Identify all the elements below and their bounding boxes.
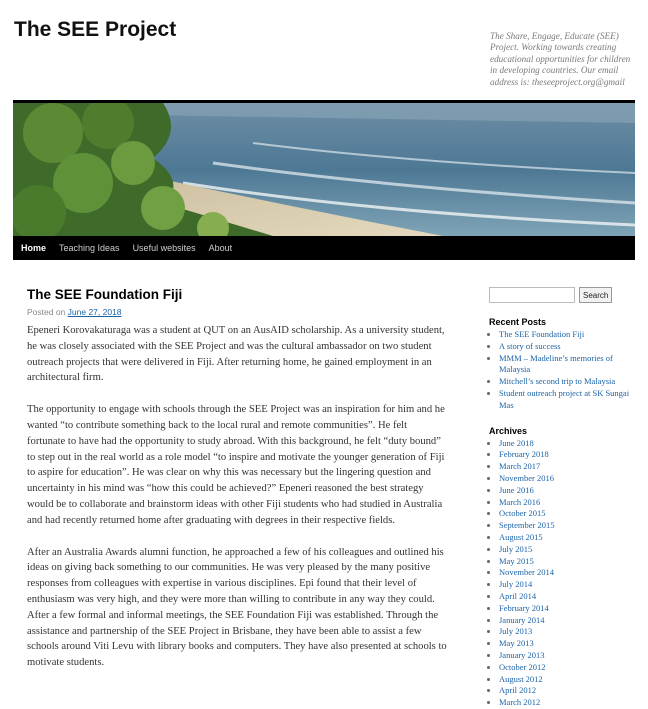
archive-item-link[interactable]: January 2013 [499,649,545,660]
site-title[interactable]: The SEE Project [14,18,177,41]
archive-item-link[interactable]: June 2016 [499,484,534,495]
archive-item[interactable] [499,615,639,627]
recent-posts-list [489,329,639,412]
archive-item-link[interactable]: November 2016 [499,472,555,483]
recent-posts-title: Recent Posts [489,317,547,327]
archive-item-link[interactable]: September 2015 [499,520,555,531]
archive-item-link[interactable]: March 2017 [499,461,541,472]
nav-home[interactable]: Home [21,243,47,253]
recent-post-item[interactable] [499,341,639,353]
archive-item[interactable] [499,461,639,473]
main-nav [13,236,635,260]
archive-item-link[interactable]: March 2012 [499,697,541,708]
post-paragraph: Epeneri Korovakaturaga was a student at QUT on an AusAID scholarship. As a university student, he was closely associated with the SEE Project and was the cultural ambassador on two student outreach projects that were delivered in Fiji. After returning home, he gained employment in an architectural firm. [27,325,445,384]
archive-item-link[interactable]: May 2015 [499,555,534,566]
archive-item-link[interactable]: April 2014 [499,590,537,601]
archive-item[interactable] [499,508,639,520]
archive-item[interactable] [499,544,639,556]
archive-item[interactable] [499,697,639,709]
archives-widget [489,426,639,709]
archive-item-link[interactable]: July 2013 [499,626,533,637]
sidebar [489,287,639,709]
archive-item[interactable] [499,485,639,497]
archive-item-link[interactable]: March 2016 [499,496,541,507]
archive-item[interactable] [499,438,639,450]
recent-post-item-link[interactable]: Mitchell’s second trip to Malaysia [499,376,616,387]
recent-posts-widget [489,317,639,412]
post [27,287,447,687]
archive-item-link[interactable]: July 2015 [499,543,533,554]
recent-post-item[interactable] [499,388,639,412]
archive-item[interactable] [499,603,639,615]
site-description: The Share, Engage, Educate (SEE) Project. Working towards creating educational opportunities for children in developing countries. Our email address is: theseeproject.org@gmail [490,31,631,87]
nav-about[interactable]: About [208,243,233,253]
recent-post-item-link[interactable]: A story of success [499,340,561,351]
archive-item-link[interactable]: June 2018 [499,437,534,448]
recent-post-item[interactable] [499,353,639,377]
nav-useful-websites[interactable]: Useful websites [132,243,196,253]
archive-item[interactable] [499,532,639,544]
search-input[interactable] [489,287,575,303]
archive-item[interactable] [499,591,639,603]
archive-item-link[interactable]: April 2012 [499,685,537,696]
archive-item[interactable] [499,556,639,568]
post-body [27,323,447,671]
archive-item[interactable] [499,567,639,579]
posted-on-label: Posted on [27,307,66,317]
archive-item-link[interactable]: November 2014 [499,567,555,578]
archive-item-link[interactable]: January 2014 [499,614,545,625]
archive-item-link[interactable]: February 2018 [499,449,549,460]
archive-item-link[interactable]: October 2015 [499,508,546,519]
recent-post-item-link[interactable]: MMM – Madeline’s memories of Malaysia [499,352,613,375]
archive-item[interactable] [499,520,639,532]
archive-item[interactable] [499,497,639,509]
archive-item-link[interactable]: August 2012 [499,673,543,684]
archive-item-link[interactable]: May 2013 [499,638,534,649]
search-form [489,287,639,303]
archive-item[interactable] [499,449,639,461]
recent-post-item[interactable] [499,376,639,388]
archive-item[interactable] [499,473,639,485]
post-meta [27,307,447,317]
post-paragraph: After an Australia Awards alumni function, he approached a few of his colleagues and outlined his ideas on giving back something to our communities. He was very pleased by the many positive responses from colleagues with expertise in various disciplines. Epi found that their level of enthusiasm was very high, and they were more than willing to contribute in any way they could. After a few formal and informal meetings, the SEE Foundation Fiji was established. Through the assistance and partnership of the SEE Project in Brisbane, they have been able to assist a few schools around Viti Levu with library books and computers. They have also presented at schools to motivate students. [27,546,447,669]
archive-item[interactable] [499,579,639,591]
post-paragraph: The opportunity to engage with schools through the SEE Project was an inspiration for him and he wanted “to contribute something back to the local rural and remote communities”. He felt fortunate to have had the opportunity to study abroad. With this background, he felt “duty bound” to step out in the real world as a role model “to inspire and motivate the younger generation of Fiji to aspire for education”. He was clear on why this was necessary but the lingering question and uncertainty in his mind was “how this could be achieved?” Epeneri reasoned the best strategy would be to collaborate and brainstorm ideas with other Fiji students who had studied in Australia and had recently returned home after graduating with degrees in their respective fields. [27,404,445,526]
nav-teaching-ideas[interactable]: Teaching Ideas [59,243,120,253]
recent-post-item-link[interactable]: Student outreach project at SK Sungai Mas [499,387,630,410]
archive-item-link[interactable]: August 2015 [499,531,543,542]
archive-item-link[interactable]: February 2014 [499,602,549,613]
archives-list [489,438,639,709]
recent-post-item-link[interactable]: The SEE Foundation Fiji [499,329,585,339]
archive-item-link[interactable]: July 2014 [499,579,533,590]
archive-item-link[interactable]: October 2012 [499,661,546,672]
recent-post-item[interactable] [499,329,639,341]
archive-item[interactable] [499,638,639,650]
beach-image [13,103,635,236]
archives-title: Archives [489,425,528,436]
archive-item[interactable] [499,662,639,674]
header-banner-image [13,103,635,236]
post-date-link[interactable]: June 27, 2018 [67,307,122,317]
post-title[interactable]: The SEE Foundation Fiji [27,287,183,302]
search-button[interactable]: Search [579,287,612,303]
archive-item[interactable] [499,674,639,686]
archive-item[interactable] [499,650,639,662]
archive-item[interactable] [499,685,639,697]
archive-item[interactable] [499,626,639,638]
